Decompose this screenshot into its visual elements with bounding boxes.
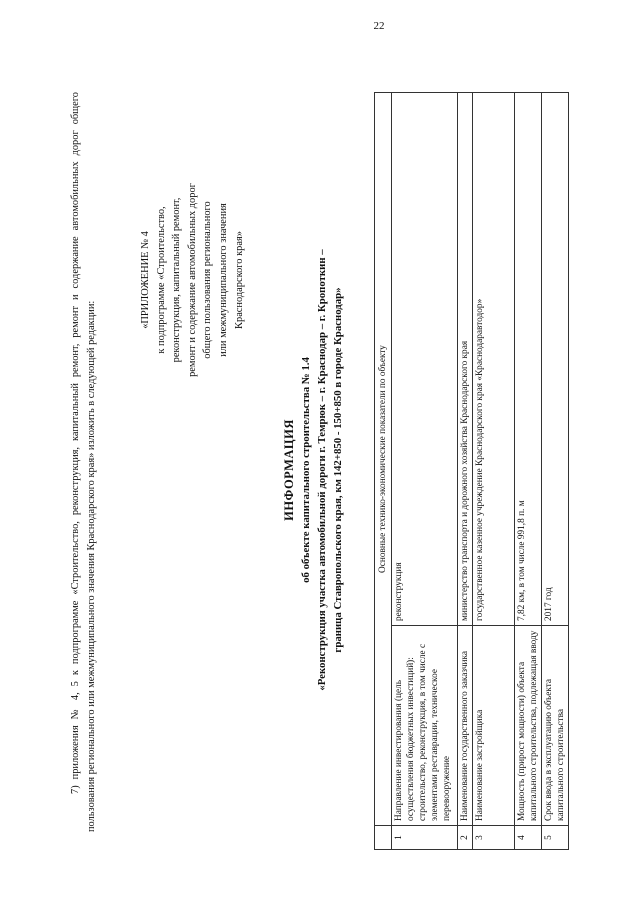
table-row: [458, 93, 473, 850]
heading-line: «Реконструкция участка автомобильной дороги г. Темрюк – г. Краснодар – г. Кропоткин –: [316, 249, 328, 691]
row-label: Наименование государственного заказчика: [458, 626, 473, 826]
table-row: [473, 93, 515, 850]
row-number: 2: [458, 826, 473, 850]
document-heading: [280, 60, 346, 880]
row-number: 5: [542, 826, 569, 850]
appendix-header: [138, 132, 247, 428]
row-number: 3: [473, 826, 515, 850]
row-label: Срок ввода в эксплуатацию объекта капитального строительства: [542, 626, 569, 826]
row-label: Направление инвестирования (цель осуществления бюджетных инвестиций): строительство, реконструкция, в том числе с элементами реставрации, техническое перевооружение: [392, 626, 458, 826]
row-value: 7,82 км, в том числе 991,8 п. м: [515, 93, 542, 626]
intro-block: [68, 92, 100, 832]
table-cell: [375, 826, 392, 850]
appendix-line: Краснодарского края»: [233, 231, 245, 329]
appendix-line: или межмуниципального значения: [217, 203, 229, 357]
rotated-content: [62, 60, 582, 880]
heading-line: об объекте капитального строительства № 1.4: [300, 357, 312, 583]
intro-paragraph: 7) приложения № 4, 5 к подпрограмме «Строительство, реконструкция, капитальный ремонт, ремонт и содержание автомобильных дорог общего пользования регионального или межмуниципального значения Краснодарского края» изложить в следующей редакции:: [70, 92, 97, 832]
appendix-line: реконструкция, капитальный ремонт,: [171, 197, 183, 363]
page-number: 22: [373, 20, 385, 32]
row-label: Мощность (прирост мощности) объекта капитального строительства, подлежащая вводу: [515, 626, 542, 826]
row-number: 4: [515, 826, 542, 850]
row-value: реконструкция: [392, 93, 458, 626]
info-table: [374, 92, 569, 850]
table-header: Основные технико-экономические показатели по объекту: [375, 93, 392, 826]
appendix-line: ремонт и содержание автомобильных дорог: [186, 183, 198, 377]
heading-line: граница Ставропольского края, км 142+850 - 150+850 в городе Краснодар»: [332, 287, 344, 653]
table-row: [392, 93, 458, 850]
table-row: [515, 93, 542, 850]
appendix-line: «ПРИЛОЖЕНИЕ № 4: [140, 231, 151, 329]
row-number: 1: [392, 826, 458, 850]
table-row: [542, 93, 569, 850]
appendix-line: к подпрограмме «Строительство,: [155, 206, 167, 354]
appendix-line: общего пользования регионального: [202, 201, 214, 359]
row-value: министерство транспорта и дорожного хозяйства Краснодарского края: [458, 93, 473, 626]
document-title: ИНФОРМАЦИЯ: [282, 419, 296, 521]
row-value: 2017 год: [542, 93, 569, 626]
table-header-row: [375, 93, 392, 850]
row-value: государственное казенное учреждение Краснодарского края «Краснодаравтодор»: [473, 93, 515, 626]
row-label: Наименование застройщика: [473, 626, 515, 826]
